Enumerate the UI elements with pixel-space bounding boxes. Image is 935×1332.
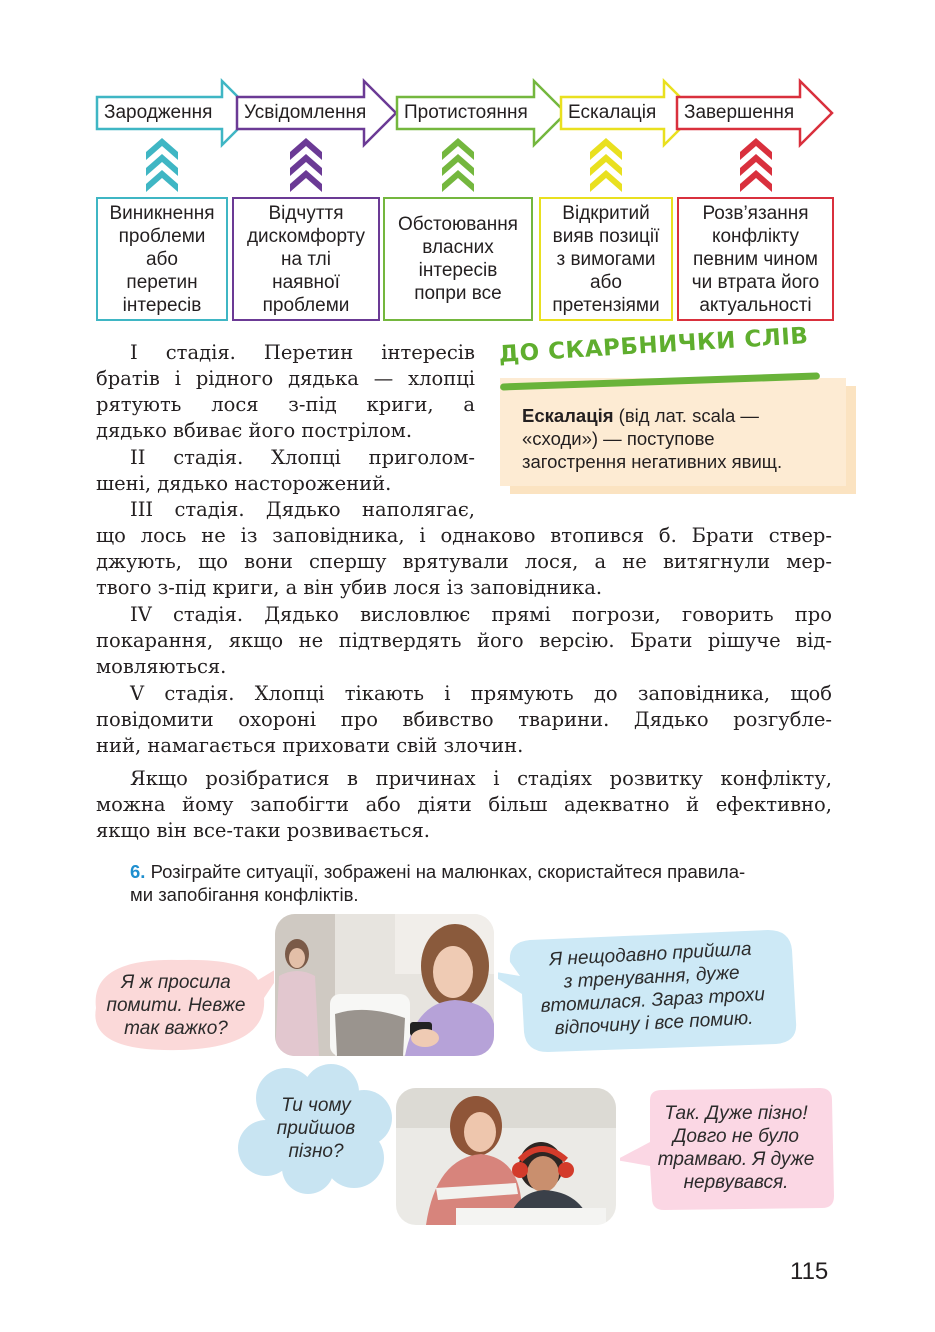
stage-arrow-3 [396,80,568,146]
photo-mother-and-son [396,1088,616,1225]
chevron-up-icon [290,138,322,194]
stage-arrow-5 [676,80,836,146]
text-line: що лось не із заповідника, і однаково втопився б. Брати ствер- [96,524,832,547]
text-line: III стадія. Дядько наполягає, [130,498,475,521]
vocab-title: ДО СКАРБНИЧКИ СЛІВ [498,323,810,368]
chevron-up-icon [146,138,178,194]
text-line: Якщо розібратися в причинах і стадіях розвитку конфлікту, [130,767,832,790]
text-line: джують, що вони спершу врятували лося, а не витягнули мер- [96,550,832,573]
stage-description: Розв’язання конфлікту певним чином чи втрата його актуальності [677,197,834,321]
stage-description: Обстоювання власних інтересів попри все [383,197,533,321]
stage-description: Виникнення проблеми або перетин інтересів [96,197,228,321]
stage-arrow-1 [96,80,256,146]
vocab-definition: (від лат. scala — «сходи») — поступове загострення негативних явищ. [522,405,783,472]
stage-label: Завершення [684,102,795,123]
text-line: можна йому запобігти або діяти більш адекватно й ефективно, [96,793,832,816]
stage-label: Ескалація [568,102,657,123]
speech-bubble-girl [498,924,806,1054]
text-line: ний, намагається приховати свій злочин. [96,734,524,757]
text-line: IV стадія. Дядько висловлює прямі погрози, говорить про [130,603,832,626]
bubble-text: Так. Дуже пізно! Довго не було трамваю. Я дуже нервувався. [657,1103,815,1193]
vocab-card [500,378,846,486]
stage-arrow-2 [236,80,398,146]
text-line: шені, дядько насторожений. [96,472,392,495]
bubble-text: Я ж просила помити. Невже так важко? [106,971,246,1039]
stage-description: Відчуття дискомфорту на тлі наявної проблеми [232,197,380,321]
stage-label: Усвідомлення [244,102,367,123]
chevron-up-icon [740,138,772,194]
text-line: рятують лося з-під криги, а [96,393,475,416]
chevron-up-icon [590,138,622,194]
speech-bubble-mother [78,950,274,1060]
text-line: дядько вбиває його пострілом. [96,419,413,442]
stage-label: Зародження [104,102,213,123]
page-number: 115 [790,1258,829,1285]
chevron-up-icon [442,138,474,194]
stage-label: Протистояння [404,102,528,123]
task-number: 6. [130,861,146,882]
text-line: V стадія. Хлопці тікають і прямують до заповідника, щоб [130,682,832,705]
task-instruction [130,860,835,906]
text-line: якщо він все-таки розвивається. [96,819,430,842]
text-line: братів і рідного дядька — хлопці [96,367,475,390]
bubble-text: Ти чому прийшов пізно? [276,1094,356,1162]
text-line: I стадія. Перетин інтересів [130,341,475,364]
text-line: твого з-під криги, а він убив лося із заповідника. [96,576,603,599]
thought-bubble-mother [236,1062,396,1194]
task-text: Розіграйте ситуації, зображені на малюнках, скористайтеся правила- ми запобігання конфліктів. [130,861,746,905]
vocab-term: Ескалація [522,405,614,426]
photo-girl-with-phone [275,914,494,1056]
text-line: повідомити охороні про вбивство тварини. Дядько розгубле- [96,708,832,731]
text-line: II стадія. Хлопці приголом- [130,446,475,469]
text-line: покарання, якщо не підтвердять його версію. Брати рішуче від- [96,629,832,652]
speech-bubble-son [620,1086,836,1210]
text-line: мовляються. [96,655,227,678]
bubble-text: Я нещодавно прийшла з тренування, дуже втомилася. Зараз трохи відпочину і все помию. [539,938,766,1040]
stage-description: Відкритий вияв позиції з вимогами або претензіями [539,197,673,321]
